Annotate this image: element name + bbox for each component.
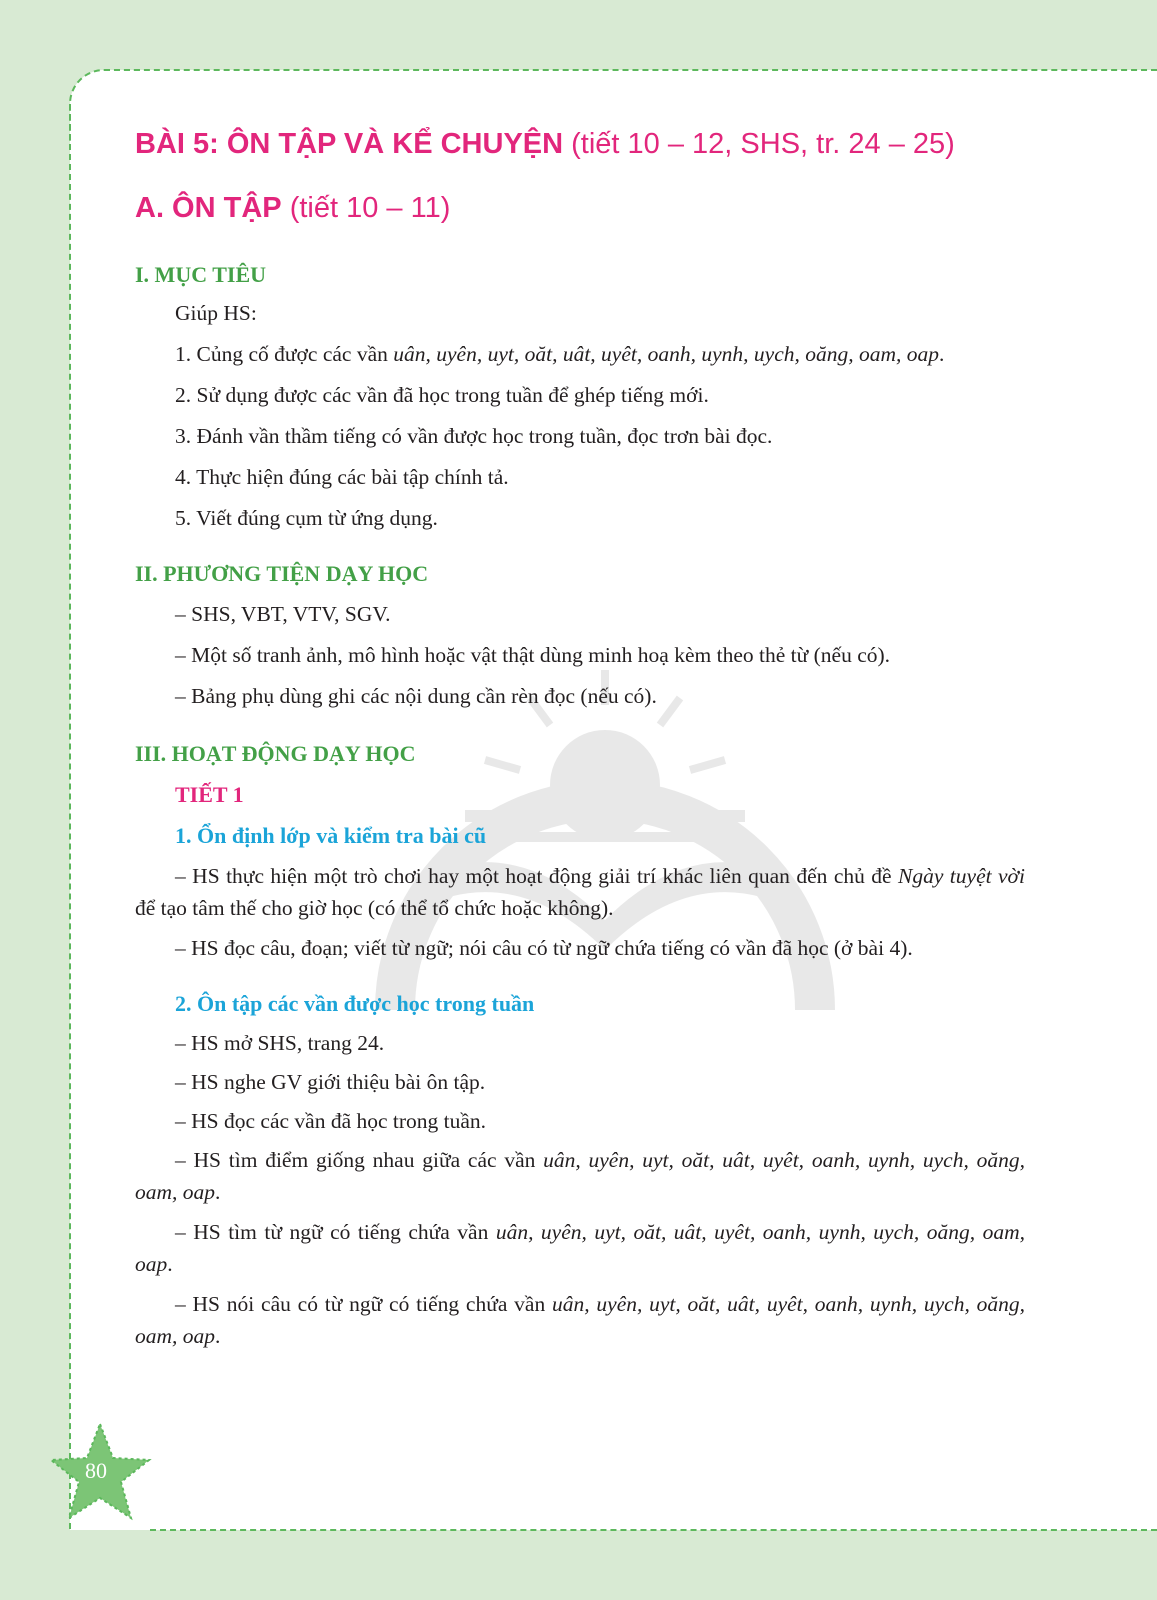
material-item: – Một số tranh ảnh, mô hình hoặc vật thật dùng minh hoạ kèm theo thẻ từ (nếu có). (175, 643, 891, 667)
part1-paragraph: – HS đọc câu, đoạn; viết từ ngữ; nói câu có từ ngữ chứa tiếng có vần đã học (ở bài 4). (175, 936, 913, 960)
page-number: 80 (85, 1458, 107, 1483)
part2-paragraph: – HS tìm từ ngữ có tiếng chứa vần uân, uyên, uyt, oăt, uât, uyêt, oanh, uynh, uych, oăng, oam, oap. (135, 1220, 1025, 1276)
objective-item: 3. Đánh vần thầm tiếng có vần được học trong tuần, đọc trơn bài đọc. (175, 424, 773, 448)
part2-paragraph: – HS tìm điểm giống nhau giữa các vần uân, uyên, uyt, oăt, uât, uyêt, oanh, uynh, uych, oăng, oam, oap. (135, 1148, 1025, 1204)
objectives-intro: Giúp HS: (175, 301, 257, 325)
bottom-band (0, 1530, 1157, 1600)
objective-item: 5. Viết đúng cụm từ ứng dụng. (175, 506, 438, 530)
dashed-border-top (104, 69, 1157, 71)
objective-item: 2. Sử dụng được các vần đã học trong tuần để ghép tiếng mới. (175, 383, 709, 407)
dashed-border-left (69, 104, 71, 1529)
part2-line: – HS mở SHS, trang 24. (175, 1031, 385, 1055)
objective-item: 4. Thực hiện đúng các bài tập chính tả. (175, 465, 509, 489)
part2-line: – HS nghe GV giới thiệu bài ôn tập. (175, 1070, 486, 1094)
part2-line: – HS đọc các vần đã học trong tuần. (175, 1109, 487, 1133)
part1-heading: 1. Ổn định lớp và kiểm tra bài cũ (175, 823, 487, 848)
objectives-heading: I. MỤC TIÊU (135, 262, 267, 287)
activities-heading: III. HOẠT ĐỘNG DẠY HỌC (135, 741, 416, 766)
material-item: – Bảng phụ dùng ghi các nội dung cần rèn đọc (nếu có). (175, 684, 657, 708)
material-item: – SHS, VBT, VTV, SGV. (175, 602, 391, 626)
lesson-title: BÀI 5: ÔN TẬP VÀ KỂ CHUYỆN (tiết 10 – 12, SHS, tr. 24 – 25) (135, 128, 955, 160)
dashed-border-corner (69, 69, 141, 141)
part2-paragraph: – HS nói câu có từ ngữ có tiếng chứa vần uân, uyên, uyt, oăt, uât, uyêt, oanh, uynh, uych, oăng, oam, oap. (135, 1292, 1025, 1348)
dashed-border-bottom (150, 1529, 1157, 1531)
period-label: TIẾT 1 (175, 782, 244, 807)
part2-heading: 2. Ôn tập các vần được học trong tuần (175, 991, 535, 1016)
document-content (135, 120, 1025, 1352)
materials-heading: II. PHƯƠNG TIỆN DẠY HỌC (135, 561, 429, 586)
part1-paragraph: – HS thực hiện một trò chơi hay một hoạt động giải trí khác liên quan đến chủ đề Ngày tuyệt vời để tạo tâm thế cho giờ học (có thể tổ chức hoặc không). (135, 864, 1025, 920)
objective-item: 1. Củng cố được các vần uân, uyên, uyt, oăt, uât, uyêt, oanh, uynh, uych, oăng, oam, oap. (175, 342, 945, 366)
section-a-title: A. ÔN TẬP (tiết 10 – 11) (135, 192, 451, 224)
